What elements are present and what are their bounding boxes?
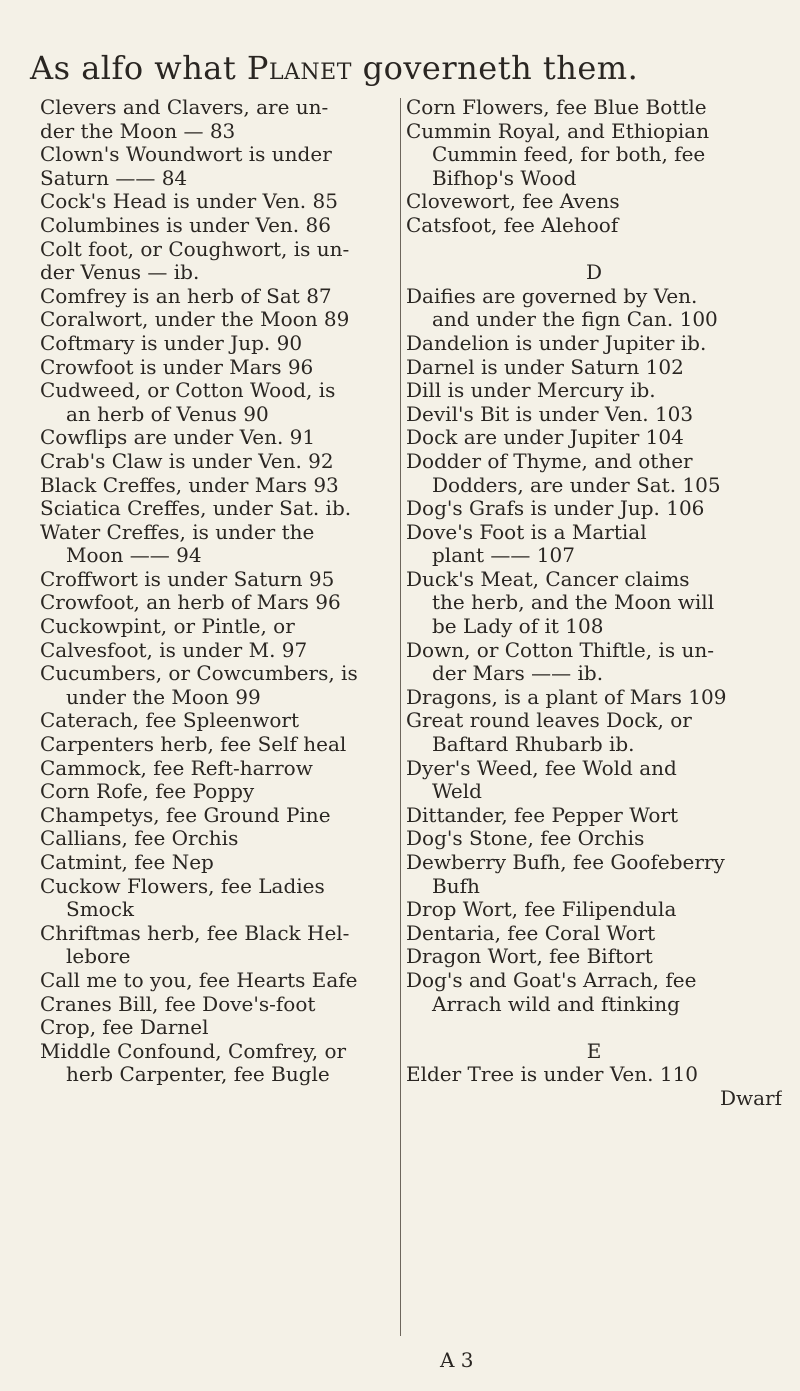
- blank-line: [406, 1016, 782, 1040]
- column-divider: [400, 98, 401, 1336]
- index-entry: Cowflips are under Ven. 91: [40, 426, 316, 450]
- index-entry: Cummin feed, for both, fee: [432, 143, 706, 167]
- index-entry: Dodder of Thyme, and other: [406, 449, 693, 473]
- index-entry: Dill is under Mercury ib.: [406, 379, 656, 403]
- index-entry: Drop Wort, fee Filipendula: [406, 898, 677, 922]
- section-letter: D: [585, 261, 603, 285]
- index-entry: Cock's Head is under Ven. 85: [40, 190, 338, 214]
- index-entry: der the Moon — 83: [40, 119, 236, 143]
- index-entry: Champetys, fee Ground Pine: [40, 803, 331, 827]
- index-entry: Catsfoot, fee Alehoof: [406, 213, 619, 237]
- index-entry: Calvesfoot, is under M. 97: [40, 638, 308, 662]
- index-entry: be Lady of it 108: [432, 615, 604, 639]
- index-entry: Dragon Wort, fee Biftort: [406, 945, 653, 969]
- index-entry: Corn Flowers, fee Blue Bottle: [406, 96, 707, 119]
- header-suffix: governeth them.: [362, 49, 639, 87]
- catchword: Dwarf: [719, 1086, 782, 1110]
- index-entry: Croffwort is under Saturn 95: [40, 567, 335, 591]
- index-entry: plant —— 107: [432, 544, 575, 568]
- index-entry: der Mars —— ib.: [432, 662, 604, 686]
- index-entry: Arrach wild and ftinking: [432, 992, 680, 1016]
- index-entry: Bufh: [432, 874, 480, 898]
- index-entry: Sciatica Creffes, under Sat. ib.: [40, 497, 352, 521]
- index-entry: Middle Confound, Comfrey, or: [40, 1039, 347, 1063]
- index-entry: Comfrey is an herb of Sat 87: [40, 284, 332, 308]
- index-entry: der Venus — ib.: [40, 261, 200, 285]
- section-letter: E: [586, 1039, 602, 1063]
- index-entry: Down, or Cotton Thiftle, is un-: [406, 638, 714, 662]
- right-column: [406, 96, 782, 1111]
- index-entry: Dog's and Goat's Arrach, fee: [406, 968, 697, 992]
- index-entry: under the Moon 99: [66, 685, 261, 709]
- page-footer: [0, 1346, 800, 1374]
- index-entry: Moon —— 94: [66, 544, 202, 568]
- index-entry: Catmint, fee Nep: [40, 851, 214, 874]
- index-entry: Dragons, is a plant of Mars 109: [406, 685, 727, 709]
- index-entry: Daifies are governed by Ven.: [406, 284, 698, 308]
- index-entry: Cuckow Flowers, fee Ladies: [40, 874, 325, 898]
- index-entry: Callians, fee Orchis: [40, 827, 239, 851]
- index-entry: an herb of Venus 90: [66, 402, 269, 426]
- index-entry: Dove's Foot is a Martial: [406, 520, 647, 544]
- index-entry: Weld: [432, 780, 482, 804]
- index-entry: Cudweed, or Cotton Wood, is: [40, 379, 336, 403]
- index-entry: Clown's Woundwort is under: [40, 143, 332, 167]
- index-entry: Corn Rofe, fee Poppy: [40, 780, 255, 804]
- index-entry: Clovewort, fee Avens: [406, 190, 620, 214]
- index-entry: Coralwort, under the Moon 89: [40, 308, 350, 332]
- page-header: [30, 48, 770, 88]
- index-entry: Clevers and Clavers, are un-: [40, 96, 329, 119]
- index-entry: and under the fign Can. 100: [432, 308, 718, 332]
- index-entry: Crowfoot is under Mars 96: [40, 355, 314, 379]
- index-entry: Water Creffes, is under the: [40, 520, 315, 544]
- index-entry: Duck's Meat, Cancer claims: [406, 567, 690, 591]
- index-entry: Dog's Stone, fee Orchis: [406, 827, 645, 851]
- index-entry: Crop, fee Darnel: [40, 1016, 209, 1040]
- index-entry: Call me to you, fee Hearts Eafe: [40, 968, 358, 992]
- index-entry: Great round leaves Dock, or: [406, 709, 692, 733]
- signature-mark: A 3: [440, 1348, 474, 1372]
- index-entry: herb Carpenter, fee Bugle: [66, 1063, 330, 1087]
- index-entry: Dock are under Jupiter 104: [406, 426, 684, 450]
- blank-line: [406, 238, 782, 262]
- left-column: [40, 96, 400, 1087]
- index-entry: the herb, and the Moon will: [432, 591, 715, 615]
- index-entry: Dittander, fee Pepper Wort: [406, 803, 679, 827]
- index-entry: Dentaria, fee Coral Wort: [406, 921, 656, 945]
- index-entry: Cummin Royal, and Ethiopian: [406, 119, 710, 143]
- index-entry: Cuckowpint, or Pintle, or: [40, 615, 295, 639]
- index-entry: Carpenters herb, fee Self heal: [40, 733, 347, 757]
- index-entry: Cranes Bill, fee Dove's-foot: [40, 992, 316, 1016]
- index-entry: Dog's Grafs is under Jup. 106: [406, 497, 705, 521]
- header-prefix: As alfo what: [30, 49, 237, 87]
- index-entry: Dewberry Bufh, fee Goofeberry: [406, 851, 725, 874]
- index-entry: Smock: [66, 898, 135, 922]
- index-entry: Saturn —— 84: [40, 166, 188, 190]
- index-entry: Colt foot, or Coughwort, is un-: [40, 237, 350, 261]
- index-entry: Devil's Bit is under Ven. 103: [406, 402, 694, 426]
- index-entry: Elder Tree is under Ven. 110: [406, 1063, 699, 1087]
- index-entry: Cammock, fee Reft-harrow: [40, 756, 313, 780]
- index-entry: Chriftmas herb, fee Black Hel-: [40, 921, 350, 945]
- index-entry: Caterach, fee Spleenwort: [40, 709, 300, 733]
- index-entry: Dyer's Weed, fee Wold and: [406, 756, 677, 780]
- header-planet: Planet: [246, 49, 352, 87]
- index-entry: Columbines is under Ven. 86: [40, 213, 331, 237]
- index-entry: lebore: [66, 945, 131, 969]
- index-entry: Crab's Claw is under Ven. 92: [40, 449, 334, 473]
- index-entry: Bifhop's Wood: [432, 166, 577, 190]
- index-entry: Coftmary is under Jup. 90: [40, 331, 303, 355]
- index-entry: Black Creffes, under Mars 93: [40, 473, 339, 497]
- index-entry: Cucumbers, or Cowcumbers, is: [40, 662, 358, 686]
- index-entry: Baftard Rhubarb ib.: [432, 733, 635, 757]
- index-entry: Darnel is under Saturn 102: [406, 355, 684, 379]
- index-entry: Dandelion is under Jupiter ib.: [406, 331, 707, 355]
- index-entry: Crowfoot, an herb of Mars 96: [40, 591, 341, 615]
- index-entry: Dodders, are under Sat. 105: [432, 473, 721, 497]
